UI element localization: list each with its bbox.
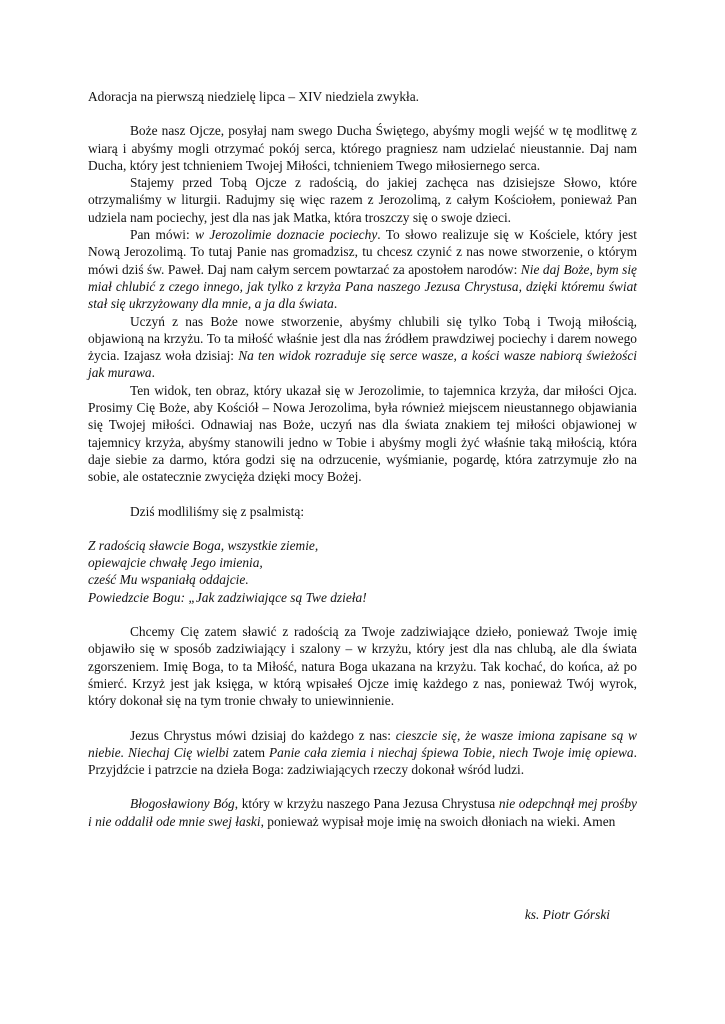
text-run: .	[333, 296, 338, 312]
verse-line: Z radością sławcie Boga, wszystkie ziemie,	[88, 537, 319, 553]
paragraph-psalmist: Dziś modliliśmy się z psalmistą:	[130, 503, 305, 519]
text-run: Jezus Chrystus mówi dzisiaj do każdego z nas:	[130, 727, 396, 743]
verse-line: Powiedzcie Bogu: „Jak zadziwiające są Twe dzieła!	[88, 589, 367, 605]
paragraph-cross-mystery: Ten widok, ten obraz, który ukazał się w Jerozolimie, to tajemnica krzyża, dar miłości Ojca. Prosimy Cię Boże, aby Kościół – Nowa Jerozolima, była również miejscem nieustannego objawiania się Twojej miłości. Odnawiaj nas Boże, uczyń nas dla świata znakiem tej miłości objawionej w tajemnicy krzyża, abyśmy stanowili jedno w Tobie i abyśmy mogli żyć właśnie taką miłością, która daje siebie za darmo, która godzi się na odrzucenie, wyśmianie, pogardę, która zatrzymuje zło na sobie, ale ostatecznie zwycięża dzięki mocy Bożej.	[88, 382, 637, 485]
paragraph-joy: Stajemy przed Tobą Ojcze z radością, do jakiej zachęca nas dzisiejsze Słowo, które otrzymaliśmy w liturgii. Radujmy się więc razem z Jerozolimą, z całym Kościołem, ponieważ Pan udziela nam pociechy, jest dla nas jak Matka, która troszczy się o swoje dzieci.	[88, 175, 637, 225]
italic-quote: w Jerozolimie doznacie pociechy	[195, 227, 378, 243]
text-run: . Przyjdźcie i patrzcie na dzieła Boga: zadziwiających rzeczy dokonał wśród ludzi.	[88, 744, 637, 778]
text-run: , ponieważ wypisał moje imię na swoich dłoniach na wieki. Amen	[260, 813, 616, 829]
author-signature	[0, 906, 637, 923]
text-run: . To słowo realizuje się w Kościele, który jest Nową Jerozolimą. To tutaj Panie nas gromadzisz, tu chcesz czynić z nas nowe stworzenie, o którym mówi dziś św. Paweł. Daj nam całym sercem powtarzać za apostołem narodów:	[88, 227, 637, 277]
text-run: , który w krzyżu naszego Pana Jezusa Chrystusa	[234, 796, 499, 812]
verse-line: opiewajcie chwałę Jego imienia,	[88, 555, 263, 571]
paragraph-names-in-heaven	[88, 727, 637, 779]
italic-quote: Błogosławiony Bóg	[130, 796, 235, 812]
paragraph-invocation: Boże nasz Ojcze, posyłaj nam swego Ducha Świętego, abyśmy mogli wejść w tę modlitwę z wiarą i abyśmy mogli otrzymać pokój serca, którego pragniesz nam udzielać nieustannie. Daj nam Ducha, który jest tchnieniem Twojej Miłości, tchnieniem Twego miłosiernego serca.	[88, 123, 637, 173]
text-run: .	[151, 365, 155, 381]
paragraph-new-creation	[88, 313, 637, 382]
signature-text: ks. Piotr Górski	[524, 907, 610, 922]
italic-quote: Nie daj Boże, bym się miał chlubić z czego innego, jak tylko z krzyża Pana naszego Jezusa Chrystusa, dzięki któremu świat stał się ukrzyżowany dla mnie, a ja dla świata	[88, 261, 637, 312]
verse-line: cześć Mu wspaniałą oddajcie.	[88, 572, 249, 588]
psalm-verse	[88, 537, 637, 606]
italic-quote: nie odepchnął mej prośby i nie oddalił ode mnie swej łaski	[88, 796, 637, 829]
paragraph-blessing	[88, 795, 637, 830]
text-run: Pan mówi:	[130, 227, 196, 243]
italic-quote: Panie cała ziemia i niechaj śpiewa Tobie, niech Twoje imię opiewa	[269, 744, 634, 760]
document-title: Adoracja na pierwszą niedzielę lipca – XIV niedziela zwykła.	[88, 89, 420, 104]
text-run: zatem	[229, 744, 269, 760]
italic-quote: Na ten widok rozraduje się serce wasze, a kości wasze nabiorą świeżości jak murawa	[88, 348, 637, 381]
paragraph-jerusalem	[88, 226, 637, 312]
paragraph-praise: Chcemy Cię zatem sławić z radością za Twoje zadziwiające dzieło, ponieważ Twoje imię objawiło się w sposób zadziwiający i szalony – w krzyżu, który jest dla nas chlubą, ale dla świata zgorszeniem. Imię Boga, to ta Miłość, natura Boga ukazana na krzyżu. Tak kochać, do końca, aż po śmierć. Krzyż jest jak księga, w którą wpisałeś Ojcze imię każdego z nas, ponieważ Twój wyrok, który dokonał się na tym tronie chwały to uniewinnienie.	[88, 624, 637, 709]
italic-quote: cieszcie się, że wasze imiona zapisane są w niebie. Niechaj Cię wielbi	[88, 727, 637, 760]
text-run: Uczyń z nas Boże nowe stworzenie, abyśmy chlubili się tylko Tobą i Twoją miłością, objawioną na krzyżu. To ta miłość właśnie jest dla nas źródłem prawdziwej pociechy i darem nowego życia. Izajasz woła dzisiaj:	[88, 313, 637, 364]
